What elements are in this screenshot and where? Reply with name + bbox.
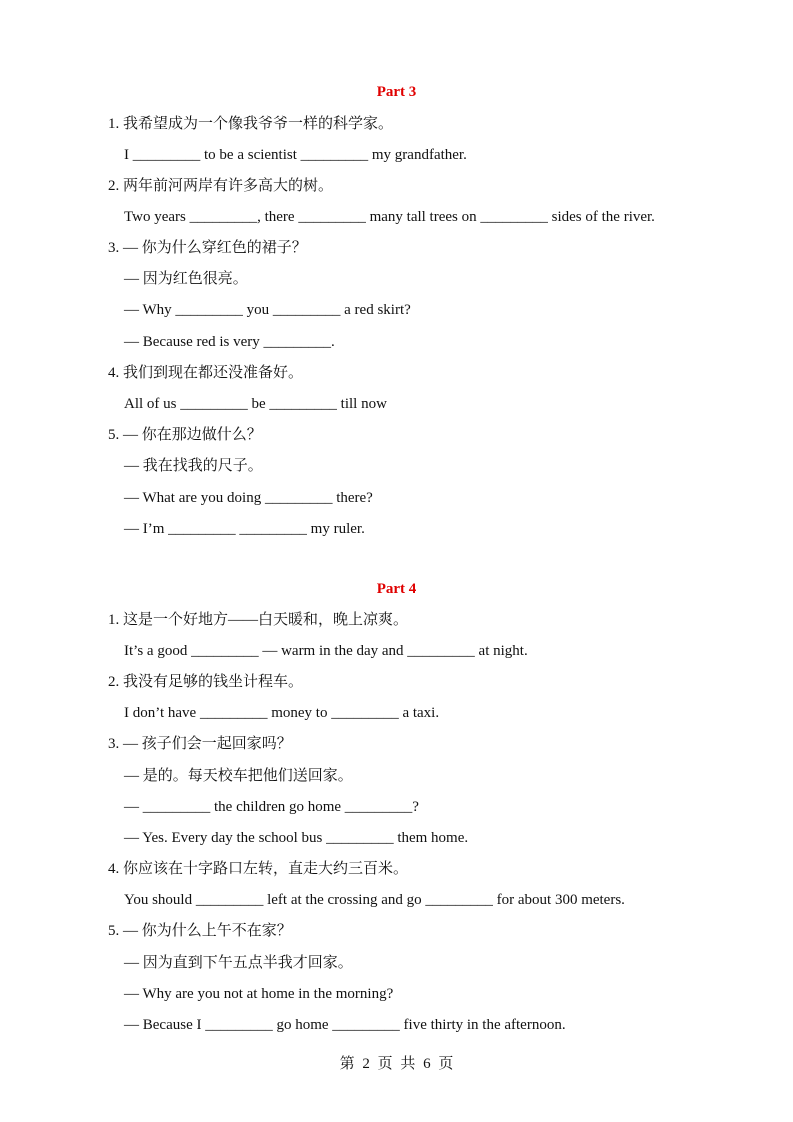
part4-q2-chinese: 2. 我没有足够的钱坐计程车。 bbox=[108, 674, 304, 690]
part4-q4-english: You should _________ left at the crossing and go _________ for about 300 meters. bbox=[124, 892, 625, 908]
part3-title: Part 3 bbox=[376, 84, 417, 100]
part3-q1-english: I _________ to be a scientist _________ my grandfather. bbox=[124, 147, 467, 163]
part4-q5-chinese-a: 5. — 你为什么上午不在家？ bbox=[108, 923, 292, 939]
part3-q5-english-a: — What are you doing _________ there? bbox=[124, 490, 373, 506]
part3-q3-english-b: — Because red is very _________. bbox=[124, 334, 335, 350]
part4-q5-chinese-b: — 因为直到下午五点半我才回家。 bbox=[124, 955, 353, 971]
page-number-footer: 第 2 页 共 6 页 bbox=[339, 1056, 454, 1072]
part4-q3-chinese-b: — 是的。每天校车把他们送回家。 bbox=[124, 768, 353, 784]
part4-q3-english-a: — _________ the children go home _________? bbox=[124, 799, 419, 815]
part3-q2-chinese: 2. 两年前河两岸有许多高大的树。 bbox=[108, 178, 334, 194]
part4-q2-english: I don’t have _________ money to _________ a taxi. bbox=[124, 705, 440, 721]
part4-q3-english-b: — Yes. Every day the school bus _________ them home. bbox=[124, 830, 469, 846]
part3-q5-chinese-b: — 我在找我的尺子。 bbox=[124, 458, 263, 474]
part3-q4-english: All of us _________ be _________ till now bbox=[124, 396, 387, 412]
part3-q4-chinese: 4. 我们到现在都还没准备好。 bbox=[108, 365, 304, 381]
part3-q3-chinese-a: 3. — 你为什么穿红色的裙子？ bbox=[108, 240, 307, 256]
part4-q5-english-b: — Because I _________ go home _________ five thirty in the afternoon. bbox=[124, 1017, 566, 1033]
part3-q5-chinese-a: 5. — 你在那边做什么？ bbox=[108, 427, 262, 443]
part4-q3-chinese-a: 3. — 孩子们会一起回家吗？ bbox=[108, 736, 292, 752]
part3-q3-chinese-b: — 因为红色很亮。 bbox=[124, 271, 248, 287]
part4-q1-english: It’s a good _________ — warm in the day and _________ at night. bbox=[124, 643, 528, 659]
part4-q4-chinese: 4. 你应该在十字路口左转，直走大约三百米。 bbox=[108, 861, 409, 877]
part3-q2-english: Two years _________, there _________ many tall trees on _________ sides of the river. bbox=[124, 209, 655, 225]
part3-q3-english-a: — Why _________ you _________ a red skirt? bbox=[124, 302, 411, 318]
part4-title: Part 4 bbox=[376, 581, 417, 597]
part4-q1-chinese: 1. 这是一个好地方——白天暖和，晚上凉爽。 bbox=[108, 612, 409, 628]
part3-q5-english-b: — I’m _________ _________ my ruler. bbox=[124, 521, 365, 537]
part4-q5-english-a: — Why are you not at home in the morning? bbox=[124, 986, 394, 1002]
part3-q1-chinese: 1. 我希望成为一个像我爷爷一样的科学家。 bbox=[108, 116, 394, 132]
